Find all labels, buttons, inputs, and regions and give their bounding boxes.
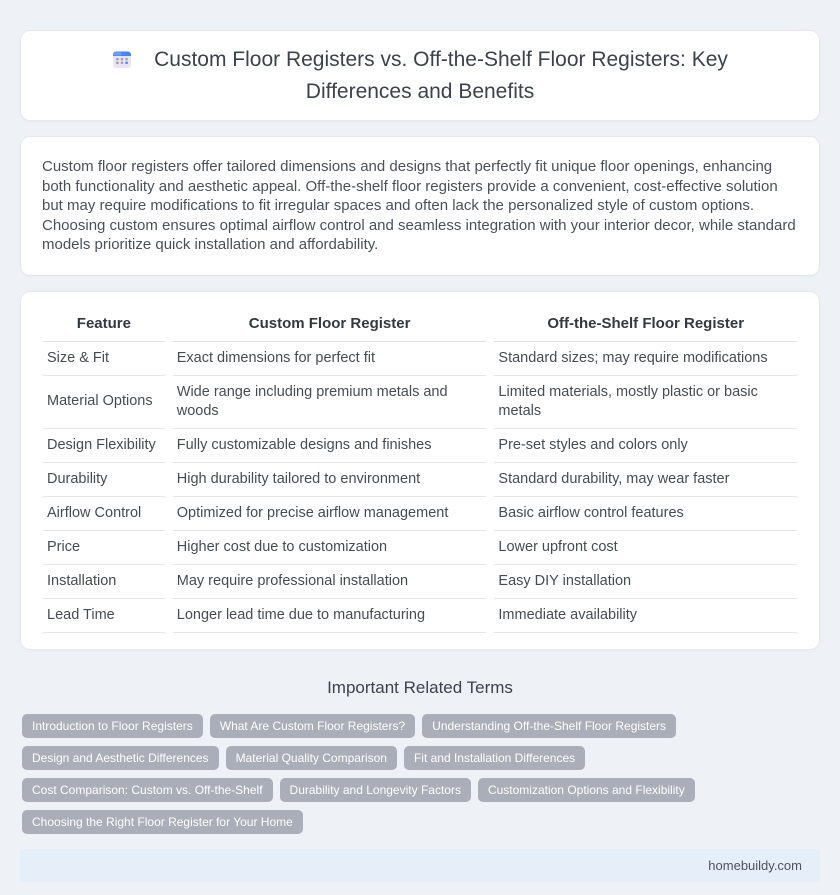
custom-register-cell: Fully customizable designs and finishes [173, 429, 487, 463]
shelf-register-cell: Lower upfront cost [494, 531, 797, 565]
custom-register-cell: Wide range including premium metals and woods [173, 376, 487, 429]
table-header-row [43, 312, 797, 342]
shelf-register-cell: Immediate availability [494, 599, 797, 633]
feature-cell: Airflow Control [43, 497, 165, 531]
related-term-tag[interactable]: Introduction to Floor Registers [22, 714, 203, 738]
shelf-register-cell: Easy DIY installation [494, 565, 797, 599]
site-name: homebuildy.com [708, 857, 802, 873]
related-terms-heading: Important Related Terms [327, 677, 513, 697]
feature-cell: Installation [43, 565, 165, 599]
table-row [43, 497, 797, 531]
related-term-tag[interactable]: Fit and Installation Differences [404, 746, 585, 770]
summary-card [20, 136, 820, 276]
header-card [20, 30, 820, 121]
table-row [43, 463, 797, 497]
related-term-tag[interactable]: Cost Comparison: Custom vs. Off-the-Shelf [22, 778, 273, 802]
table-row [43, 599, 797, 633]
custom-register-cell: Optimized for precise airflow management [173, 497, 487, 531]
summary-text: Custom floor registers offer tailored dimensions and designs that perfectly fit unique floor openings, enhancing both functionality and aesthetic appeal. Off-the-shelf floor registers provide a convenient, cost-effective solution but may require modifications to fit irregular spaces and often lack the personalized style of custom options. Choosing custom ensures optimal airflow control and seamless integration with your interior decor, while standard models prioritize quick installation and affordability. [42, 158, 796, 254]
comparison-table [35, 312, 805, 633]
related-terms-list [20, 714, 820, 834]
page-title [70, 45, 770, 106]
related-term-tag[interactable]: Customization Options and Flexibility [478, 778, 695, 802]
table-row [43, 565, 797, 599]
footer-bar [20, 849, 820, 882]
column-header-custom: Custom Floor Register [173, 312, 487, 342]
column-header-feature: Feature [43, 312, 165, 342]
related-term-tag[interactable]: Understanding Off-the-Shelf Floor Registers [422, 714, 676, 738]
calendar-icon [112, 48, 132, 77]
related-term-tag[interactable]: What Are Custom Floor Registers? [210, 714, 415, 738]
custom-register-cell: Exact dimensions for perfect fit [173, 342, 487, 376]
related-term-tag[interactable]: Durability and Longevity Factors [280, 778, 471, 802]
feature-cell: Material Options [43, 376, 165, 429]
shelf-register-cell: Standard durability, may wear faster [494, 463, 797, 497]
feature-cell: Size & Fit [43, 342, 165, 376]
comparison-table-body [43, 342, 797, 633]
related-term-tag[interactable]: Design and Aesthetic Differences [22, 746, 219, 770]
shelf-register-cell: Basic airflow control features [494, 497, 797, 531]
custom-register-cell: Higher cost due to customization [173, 531, 487, 565]
shelf-register-cell: Limited materials, mostly plastic or basic metals [494, 376, 797, 429]
shelf-register-cell: Standard sizes; may require modifications [494, 342, 797, 376]
feature-cell: Price [43, 531, 165, 565]
shelf-register-cell: Pre-set styles and colors only [494, 429, 797, 463]
table-row [43, 429, 797, 463]
feature-cell: Lead Time [43, 599, 165, 633]
table-row [43, 531, 797, 565]
column-header-shelf: Off-the-Shelf Floor Register [494, 312, 797, 342]
comparison-table-card [20, 291, 820, 650]
table-row [43, 342, 797, 376]
table-row [43, 376, 797, 429]
custom-register-cell: May require professional installation [173, 565, 487, 599]
feature-cell: Design Flexibility [43, 429, 165, 463]
related-term-tag[interactable]: Material Quality Comparison [226, 746, 397, 770]
related-term-tag[interactable]: Choosing the Right Floor Register for Your Home [22, 810, 303, 834]
page-title-text: Custom Floor Registers vs. Off-the-Shelf Floor Registers: Key Differences and Benefits [154, 48, 728, 103]
feature-cell: Durability [43, 463, 165, 497]
custom-register-cell: High durability tailored to environment [173, 463, 487, 497]
custom-register-cell: Longer lead time due to manufacturing [173, 599, 487, 633]
